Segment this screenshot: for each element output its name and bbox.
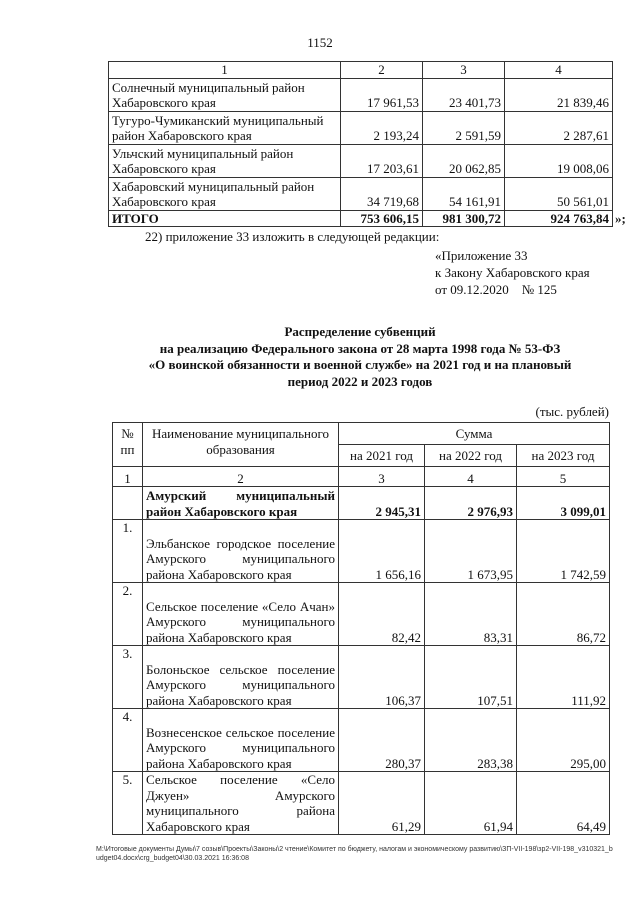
total-value-cell	[505, 210, 626, 227]
col-num: 4	[425, 467, 517, 487]
total-label: ИТОГО	[109, 210, 341, 227]
value: 83,31	[425, 583, 517, 646]
value: 21 839,46	[505, 78, 613, 111]
paragraph: 22) приложение 33 изложить в следующей редакции:	[145, 229, 440, 244]
value: 50 561,01	[505, 177, 613, 210]
value: 1 656,16	[339, 520, 425, 583]
col-num: 4	[505, 62, 613, 79]
title-line: на реализацию Федерального закона от 28 марта 1998 года № 53-ФЗ	[159, 340, 561, 356]
table-header-row	[109, 62, 613, 79]
header-sum: Сумма	[339, 423, 610, 445]
col-num: 1	[113, 467, 143, 487]
table-row	[113, 709, 610, 772]
col-num: 2	[143, 467, 339, 487]
header-number: № пп	[113, 423, 143, 467]
value: 111,92	[517, 646, 610, 709]
units-label: (тыс. рублей)	[535, 404, 609, 419]
appendix-line: к Закону Хабаровского края	[435, 265, 590, 280]
row-number: 1.	[113, 520, 143, 583]
district-name: Амурский муниципальный район Хабаровского края	[143, 487, 339, 520]
header-year: на 2021 год	[339, 445, 425, 467]
title-line: «О воинской обязанности и военной службе» на 2021 год и на плановый	[148, 357, 572, 372]
closing-quote: »;	[615, 210, 626, 226]
table-row	[109, 177, 613, 210]
row-number: 3.	[113, 646, 143, 709]
row-name: Эльбанское городское поселение Амурского муниципального района Хабаровского края	[143, 520, 339, 583]
value: 2 945,31	[339, 487, 425, 520]
value: 3 099,01	[517, 487, 610, 520]
document-title	[95, 324, 625, 390]
appendix-line: от 09.12.2020 № 125	[435, 282, 557, 297]
file-path-footer: M:\Итоговые документы Думы\7 созыв\Проекты\Законы\2 чтение\Комитет по бюджету, налогам и экономическому развитию\ЗП-VII-198\зр2-VII-198_v310321_budget04.docx\crg_budget04\30.03.2021 16:36:08	[96, 846, 613, 862]
col-num: 3	[423, 62, 505, 79]
district-row	[113, 487, 610, 520]
header-year: на 2022 год	[425, 445, 517, 467]
appendix-header	[435, 247, 640, 298]
value: 295,00	[517, 709, 610, 772]
row-name: Ульчский муниципальный район Хабаровского края	[109, 144, 341, 177]
header-year: на 2023 год	[517, 445, 610, 467]
row-name: Болоньское сельское поселение Амурского муниципального района Хабаровского края	[143, 646, 339, 709]
value: 54 161,91	[423, 177, 505, 210]
value: 64,49	[517, 772, 610, 835]
value: 82,42	[339, 583, 425, 646]
header-name: Наименование муниципального образования	[143, 423, 339, 467]
value: 1 673,95	[425, 520, 517, 583]
value: 280,37	[339, 709, 425, 772]
col-num: 2	[341, 62, 423, 79]
row-name: Сельское поселение «Село Джуен» Амурского муниципального района Хабаровского края	[143, 772, 339, 835]
table-row	[113, 646, 610, 709]
value: 17 961,53	[341, 78, 423, 111]
row-number: 4.	[113, 709, 143, 772]
value: 61,94	[425, 772, 517, 835]
value: 19 008,06	[505, 144, 613, 177]
value: 23 401,73	[423, 78, 505, 111]
table-row	[113, 520, 610, 583]
value: 2 193,24	[341, 111, 423, 144]
col-num: 1	[109, 62, 341, 79]
value: 107,51	[425, 646, 517, 709]
title-line: Распределение субвенций	[284, 324, 436, 339]
value: 2 287,61	[505, 111, 613, 144]
table-row	[109, 111, 613, 144]
value: 283,38	[425, 709, 517, 772]
total-value: 924 763,84	[550, 210, 609, 226]
total-value: 981 300,72	[423, 210, 505, 227]
value: 1 742,59	[517, 520, 610, 583]
table-previous-appendix	[108, 61, 626, 227]
row-name: Хабаровский муниципальный район Хабаровского края	[109, 177, 341, 210]
value: 106,37	[339, 646, 425, 709]
row-name: Сельское поселение «Село Ачан» Амурского муниципального района Хабаровского края	[143, 583, 339, 646]
col-num: 5	[517, 467, 610, 487]
row-name: Вознесенское сельское поселение Амурского муниципального района Хабаровского края	[143, 709, 339, 772]
value: 20 062,85	[423, 144, 505, 177]
total-value: 753 606,15	[341, 210, 423, 227]
table-row	[109, 144, 613, 177]
row-name: Солнечный муниципальный район Хабаровского края	[109, 78, 341, 111]
value: 61,29	[339, 772, 425, 835]
total-row	[109, 210, 613, 227]
value: 34 719,68	[341, 177, 423, 210]
appendix-line: «Приложение 33	[435, 248, 528, 263]
col-num: 3	[339, 467, 425, 487]
table-row	[113, 772, 610, 835]
page-number: 1152	[307, 35, 333, 50]
column-number-row	[113, 467, 610, 487]
value: 2 976,93	[425, 487, 517, 520]
value: 2 591,59	[423, 111, 505, 144]
table-row	[109, 78, 613, 111]
title-line: период 2022 и 2023 годов	[287, 373, 433, 389]
row-name: Тугуро-Чумиканский муниципальный район Хабаровского края	[109, 111, 341, 144]
value: 17 203,61	[341, 144, 423, 177]
row-number: 2.	[113, 583, 143, 646]
row-number: 5.	[113, 772, 143, 835]
value: 86,72	[517, 583, 610, 646]
subventions-table	[112, 422, 610, 835]
table-row	[113, 583, 610, 646]
